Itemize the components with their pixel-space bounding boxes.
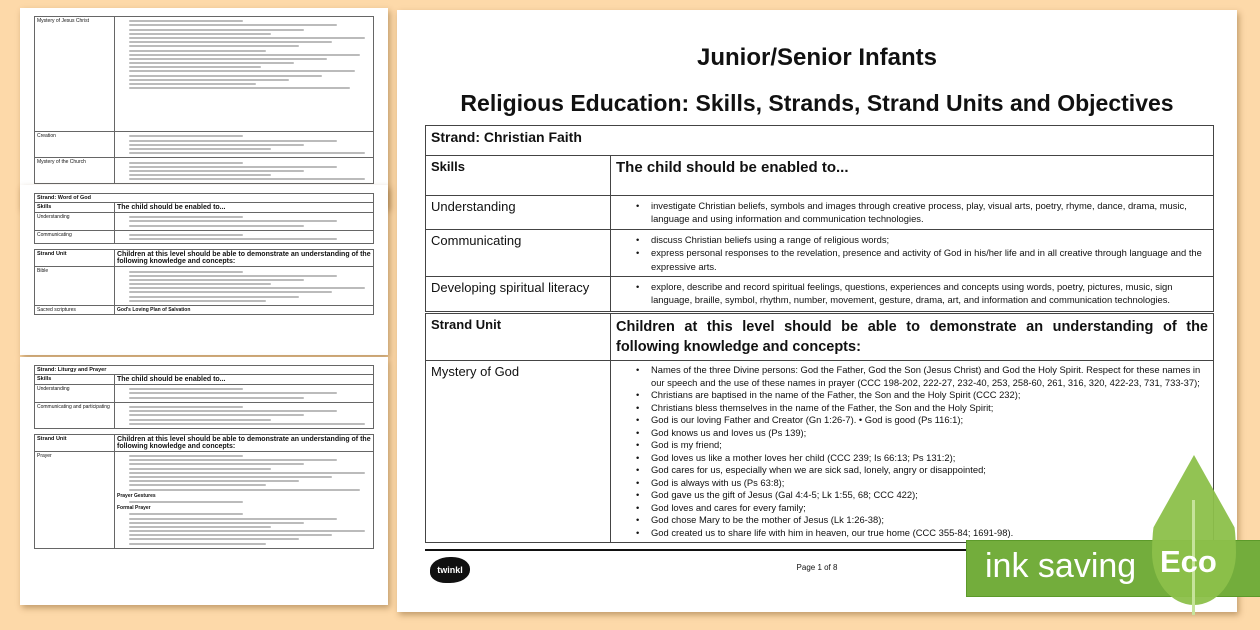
text-line-placeholder xyxy=(129,29,304,31)
text-line-placeholder xyxy=(129,538,299,540)
unit-item: • God knows us and loves us (Ps 139); xyxy=(616,427,1208,440)
text-line-placeholder xyxy=(129,414,304,416)
unit-header: Strand Unit xyxy=(35,250,115,267)
text-line-placeholder xyxy=(129,75,322,77)
text-line-placeholder xyxy=(129,476,332,478)
text-line-placeholder xyxy=(129,275,337,277)
unit-item: • God is always with us (Ps 63:8); xyxy=(616,477,1208,490)
skills-header: Skills xyxy=(35,203,115,213)
thumbnail-page-3[interactable] xyxy=(20,357,388,605)
text-line-placeholder xyxy=(129,41,332,43)
document-page[interactable] xyxy=(397,10,1237,612)
skill-label: Developing spiritual literacy xyxy=(426,277,611,312)
twinkl-logo[interactable]: twinkl xyxy=(430,557,470,583)
text-line-placeholder xyxy=(129,70,355,72)
skill-label: Communicating xyxy=(426,229,611,276)
skill-item: • investigate Christian beliefs, symbols and images through creative process, play, visual arts, poetry, rhyme, dance, drama, music, language and using information and communication technologies. xyxy=(616,199,1208,226)
text-line-placeholder xyxy=(129,392,337,394)
text-line-placeholder xyxy=(129,287,365,289)
text-line-placeholder xyxy=(129,33,271,35)
unit-label: Mystery of Jesus Christ xyxy=(35,17,115,132)
unit-label: Mystery of God xyxy=(426,361,611,543)
text-line-placeholder xyxy=(129,406,243,408)
text-line-placeholder xyxy=(129,54,360,56)
text-line-placeholder xyxy=(129,234,243,236)
text-line-placeholder xyxy=(129,87,350,89)
text-line-placeholder xyxy=(129,279,304,281)
skills-header: Skills xyxy=(426,156,611,196)
text-line-placeholder xyxy=(129,455,243,457)
page-subtitle: Religious Education: Skills, Strands, Strand Units and Objectives xyxy=(460,90,1174,116)
text-line-placeholder xyxy=(129,166,337,168)
skill-label: Understanding xyxy=(35,213,115,231)
text-line-placeholder xyxy=(129,45,299,47)
skill-label: Communicating and participating xyxy=(35,402,115,428)
text-line-placeholder xyxy=(129,296,299,298)
text-line-placeholder xyxy=(129,62,294,64)
text-line-placeholder xyxy=(129,397,304,399)
unit-item: • God is our loving Father and Creator (Gn 1:26-7). • God is good (Ps 116:1); xyxy=(616,414,1208,427)
text-line-placeholder xyxy=(129,225,304,227)
text-line-placeholder xyxy=(129,148,271,150)
unit-item: • Christians are baptised in the name of the Father, the Son and the Holy Spirit (CCC 232); xyxy=(616,389,1208,402)
text-line-placeholder xyxy=(129,66,261,68)
sub-heading: Formal Prayer xyxy=(117,505,151,512)
text-line-placeholder xyxy=(129,463,304,465)
text-line-placeholder xyxy=(129,472,365,474)
skill-item: • explore, describe and record spiritual feelings, questions, experiences and concepts using words, poetry, pictures, music, sign language, braille, symbol, rhythm, number, movement, gesture, drama, art, and information and communication technologies. xyxy=(616,280,1208,307)
text-line-placeholder xyxy=(129,170,304,172)
text-line-placeholder xyxy=(129,419,271,421)
text-line-placeholder xyxy=(129,484,266,486)
text-line-placeholder xyxy=(129,216,243,218)
text-line-placeholder xyxy=(129,20,243,22)
thumbnail-page-1[interactable] xyxy=(20,8,388,208)
text-line-placeholder xyxy=(129,388,243,390)
thumbnail-page-2[interactable] xyxy=(20,185,388,355)
unit-item: • God is my friend; xyxy=(616,439,1208,452)
unit-label: Creation xyxy=(35,132,115,158)
text-line-placeholder xyxy=(129,144,304,146)
text-line-placeholder xyxy=(129,152,365,154)
text-line-placeholder xyxy=(129,501,243,503)
badge-text: ink saving xyxy=(985,547,1137,585)
text-line-placeholder xyxy=(129,83,256,85)
text-line-placeholder xyxy=(129,291,332,293)
unit-item: • Christians bless themselves in the name of the Father, the Son and the Holy Spirit; xyxy=(616,402,1208,415)
text-line-placeholder xyxy=(129,543,266,545)
skill-label: Communicating xyxy=(35,230,115,244)
text-line-placeholder xyxy=(129,238,337,240)
unit-item: • God loves us like a mother loves her child (CCC 239; Is 66:13; Ps 131:2); xyxy=(616,452,1208,465)
unit-header: Strand Unit xyxy=(426,314,611,361)
unit-item: • God chose Mary to be the mother of Jesus (Lk 1:26-38); xyxy=(616,514,1208,527)
text-line-placeholder xyxy=(129,271,243,273)
unit-item: • God cares for us, especially when we are sick sad, lonely, angry or disappointed; xyxy=(616,464,1208,477)
text-line-placeholder xyxy=(129,530,365,532)
unit-label: Prayer xyxy=(35,451,115,548)
text-line-placeholder xyxy=(129,37,365,39)
strand-title: Strand: Word of God xyxy=(35,194,374,203)
text-line-placeholder xyxy=(129,79,289,81)
text-line-placeholder xyxy=(129,283,271,285)
text-line-placeholder xyxy=(129,480,299,482)
text-line-placeholder xyxy=(129,174,271,176)
unit-desc-header: Children at this level should be able to demonstrate an understanding of the following knowledge and concepts: xyxy=(115,250,374,267)
strand-title: Strand: Christian Faith xyxy=(426,126,1214,156)
text-line-placeholder xyxy=(129,518,337,520)
text-line-placeholder xyxy=(129,140,337,142)
unit-header: Strand Unit xyxy=(35,434,115,451)
strand-unit-table xyxy=(425,313,1214,543)
skills-desc-header: The child should be enabled to... xyxy=(611,156,1214,196)
text-line-placeholder xyxy=(129,300,266,302)
eco-label: Eco xyxy=(1160,544,1217,579)
text-line-placeholder xyxy=(129,489,360,491)
text-line-placeholder xyxy=(129,135,243,137)
unit-item: • God created us to share life with him in heaven, our true home (CCC 355-84; 1691-98). xyxy=(616,527,1208,540)
strand-title: Strand: Liturgy and Prayer xyxy=(35,366,374,375)
page-number: Page 1 of 8 xyxy=(796,563,838,572)
text-line-placeholder xyxy=(129,220,337,222)
text-line-placeholder xyxy=(129,522,304,524)
text-line-placeholder xyxy=(129,178,365,180)
text-line-placeholder xyxy=(129,423,365,425)
text-line-placeholder xyxy=(129,468,271,470)
page-title: Junior/Senior Infants xyxy=(696,44,938,71)
unit-item: • God loves and cares for every family; xyxy=(616,502,1208,515)
sub-heading: Prayer Gestures xyxy=(117,492,156,499)
skills-desc-header: The child should be enabled to... xyxy=(115,375,374,385)
skill-label: Understanding xyxy=(426,196,611,230)
text-line-placeholder xyxy=(129,24,337,26)
unit-desc-header: Children at this level should be able to demonstrate an understanding of the following knowledge and concepts: xyxy=(115,434,374,451)
unit-label: Bible xyxy=(35,267,115,306)
skills-desc-header: The child should be enabled to... xyxy=(115,203,374,213)
text-line-placeholder xyxy=(129,50,266,52)
skills-table xyxy=(425,125,1214,312)
text-line-placeholder xyxy=(129,58,327,60)
text-line-placeholder xyxy=(129,410,337,412)
unit-item: • Names of the three Divine persons: God the Father, God the Son (Jesus Christ) and God the Holy Spirit. Respect for these names in our speech and the use of these names in prayer (CCC 198-202, 222-27, 232-40, 253, 258-60, 261, 316, 320, 422-23, 731, 733-37); xyxy=(616,364,1208,389)
text-line-placeholder xyxy=(129,162,243,164)
text-line-placeholder xyxy=(129,513,243,515)
unit-desc-header: Children at this level should be able to demonstrate an understanding of the following knowledge and concepts: xyxy=(611,314,1214,361)
unit-label: Sacred scriptures xyxy=(35,306,115,315)
text-line-placeholder xyxy=(129,459,337,461)
skills-header: Skills xyxy=(35,375,115,385)
text-line-placeholder xyxy=(129,526,271,528)
skill-label: Understanding xyxy=(35,385,115,403)
unit-item-list xyxy=(616,364,1208,539)
text-line-placeholder xyxy=(129,534,332,536)
skill-item: • express personal responses to the revelation, presence and activity of God in his/her life and in all creative through language and the expressive arts. xyxy=(616,246,1208,273)
unit-item: • God gave us the gift of Jesus (Gal 4:4-5; Lk 1:55, 68; CCC 422); xyxy=(616,489,1208,502)
unit-label: Mystery of the Church xyxy=(35,158,115,184)
skill-item: • discuss Christian beliefs using a range of religious words; xyxy=(616,233,1208,246)
sub-heading: God's Loving Plan of Salvation xyxy=(117,307,191,313)
